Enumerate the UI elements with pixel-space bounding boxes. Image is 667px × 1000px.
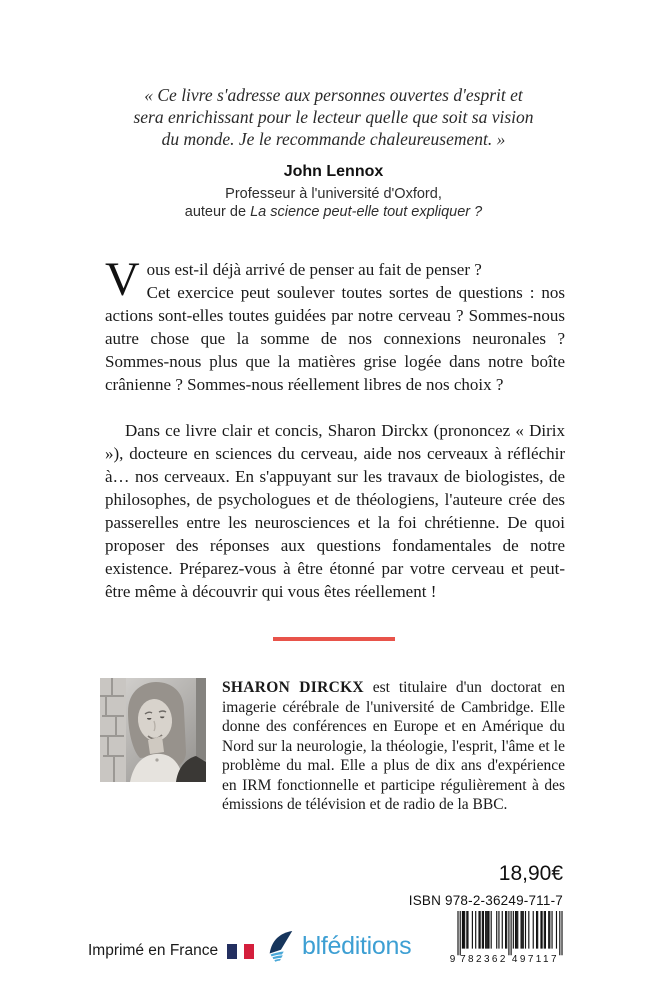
publisher-logo — [264, 929, 411, 963]
author-bio-text: est titulaire d'un doctorat en imagerie cérébrale de l'université de Cambridge. Elle donne des conférences en Europe et en Amérique du Nord sur la neurologie, la théologie, l'esprit, l'âme et le problème du mal. Elle a plus de dix ans d'expérience en IRM fonctionnelle et participe régulièrement à des émissions de télévision et de radio de la BBC. — [222, 679, 565, 813]
quote-line: « Ce livre s'adresse aux personnes ouvertes d'esprit et — [144, 85, 523, 105]
printed-in-france — [88, 942, 254, 960]
synopsis — [105, 253, 565, 603]
author-photo — [100, 678, 206, 782]
endorser-name: John Lennox — [283, 163, 384, 180]
endorser-book — [0, 203, 667, 221]
quote-line: du monde. Je le recommande chaleureusement. » — [161, 129, 506, 149]
author-bio-name: SHARON DIRCKX — [222, 679, 364, 696]
drop-cap: V — [105, 253, 140, 306]
price-label: 18,90€ — [498, 862, 563, 885]
flag-blue-bar — [227, 944, 237, 959]
french-flag-icon — [227, 944, 254, 959]
synopsis-paragraph-2: Dans ce livre clair et concis, Sharon Dirckx (prononcez « Dirix »), docteure en sciences du cerveau, aide nos cerveaux à réfléchir à… nos cerveaux. En s'appuyant sur les travaux de biologistes, de philosophes, de psychologues et de théologiens, l'auteure crée des passerelles entre les neurosciences et la foi chrétienne. De quoi proposer des réponses aux questions fondamentales de notre existence. Préparez-vous à être étonné par votre cerveau et peut-être même à découvrir qui vous êtes réellement ! — [105, 421, 565, 601]
section-divider — [273, 637, 395, 641]
quote-line: sera enrichissant pour le lecteur quelle que soit sa vision — [133, 107, 534, 127]
author-bio — [222, 678, 565, 815]
endorser-book-prefix: auteur de — [184, 204, 251, 220]
svg-text:782362: 782362 — [460, 953, 508, 963]
author-section — [100, 678, 565, 815]
price-block — [409, 862, 563, 963]
synopsis-paragraph-1-text: Cet exercice peut soulever toutes sortes de questions : nos actions sont-elles toutes guidées par notre cerveau ? Sommes-nous autre chose que la somme de nos connexions neuronales ? Sommes-nous plus que la matières grise logée dans notre boîte crânienne ? Sommes-nous réellement libres de nos choix ? — [105, 283, 565, 394]
isbn-label: ISBN 978-2-36249-711-7 — [408, 893, 563, 908]
endorser-book-title: La science peut-elle tout expliquer ? — [250, 204, 483, 220]
endorser-role: Professeur à l'université d'Oxford, — [225, 186, 442, 202]
endorsement-quote — [0, 84, 667, 221]
svg-text:9: 9 — [449, 953, 456, 963]
publisher-wordmark: blféditions — [302, 931, 412, 960]
svg-text:497117: 497117 — [511, 953, 559, 963]
synopsis-paragraph-1 — [105, 253, 565, 396]
ean13-barcode — [447, 911, 563, 963]
printed-in-france-label: Imprimé en France — [88, 942, 219, 959]
synopsis-first-line: ous est-il déjà arrivé de penser au fait de penser ? — [146, 260, 482, 279]
flag-red-bar — [244, 944, 254, 959]
publisher-book-icon — [264, 929, 296, 963]
